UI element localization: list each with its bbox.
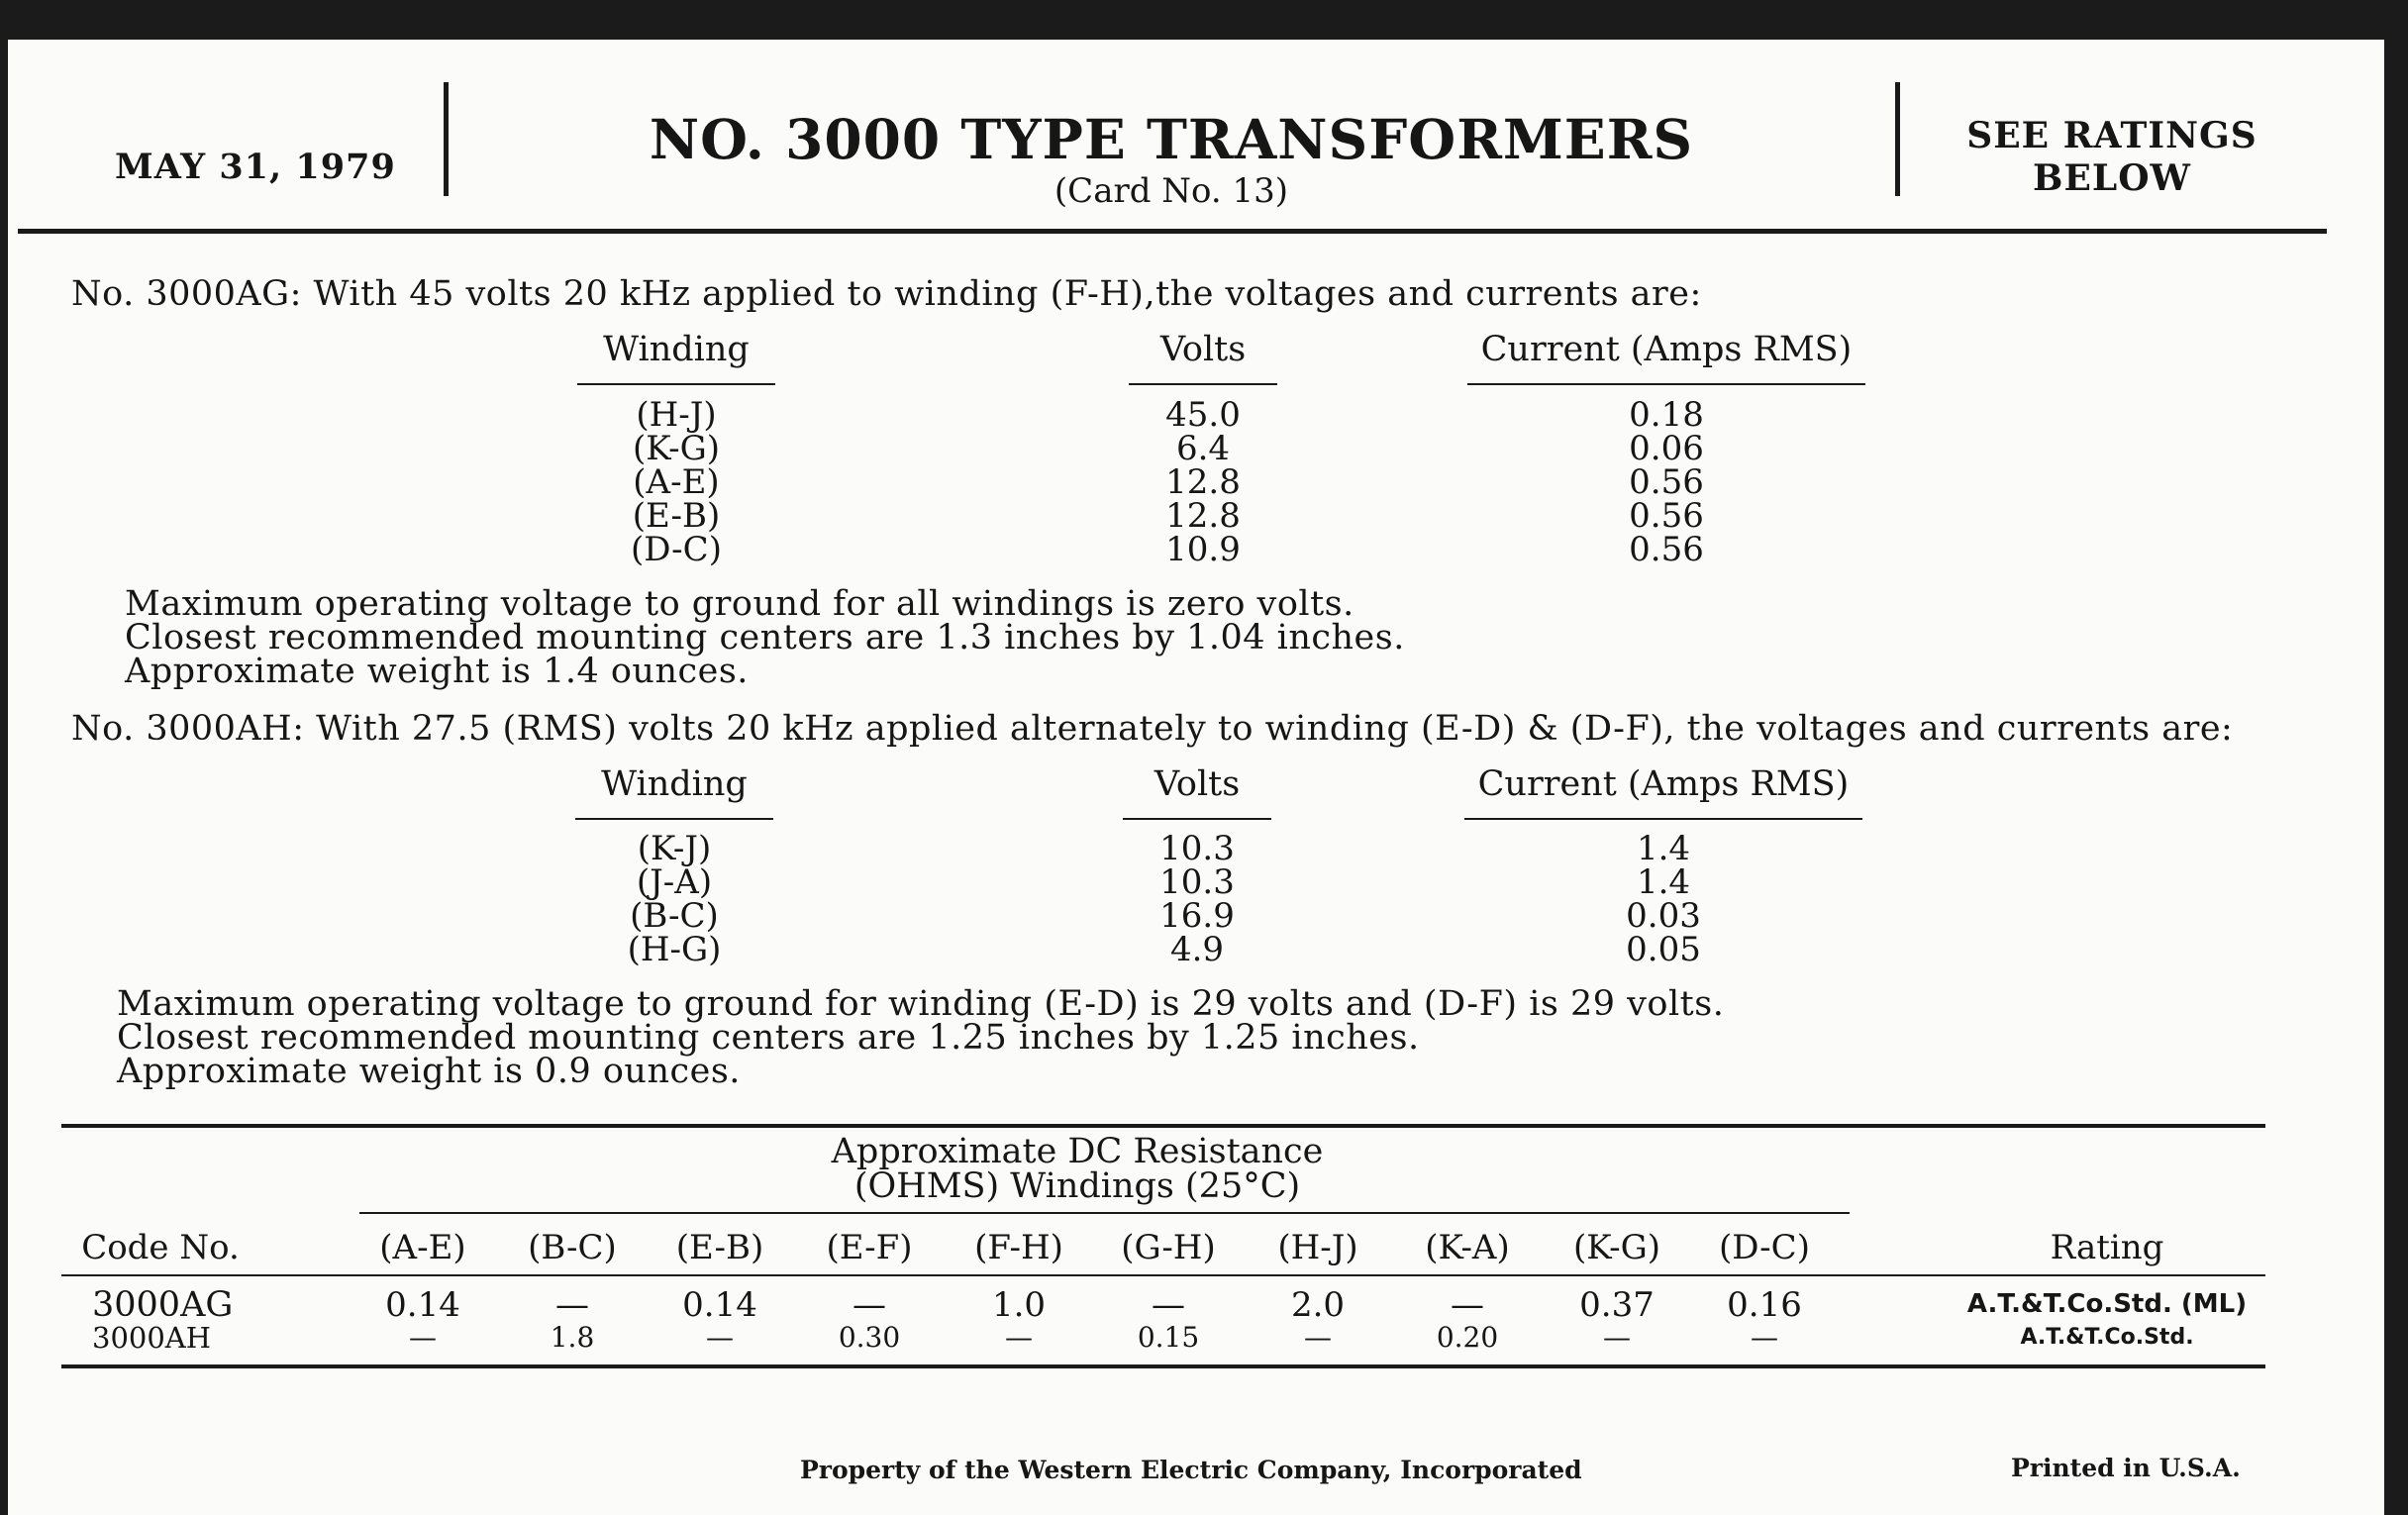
ah-current-cell: 1.4 xyxy=(1636,862,1691,902)
ag-notes xyxy=(125,584,1405,691)
ratings-note-line2: BELOW xyxy=(2033,157,2191,199)
ah-note-voltage: Maximum operating voltage to ground for winding (E-D) is 29 volts and (D-F) is 29 volts. xyxy=(117,984,1725,1024)
resistance-title-line1: Approximate DC Resistance xyxy=(831,1132,1324,1171)
ag-volts-cell: 6.4 xyxy=(1175,429,1231,468)
ah-intro: No. 3000AH: With 27.5 (RMS) volts 20 kHz applied alternately to winding (E-D) & (D-F), the voltages and currents are: xyxy=(71,709,2234,749)
property-notice: Property of the Western Electric Company, Incorporated xyxy=(800,1456,1582,1484)
resistance-value: 0.30 xyxy=(838,1321,901,1354)
resistance-bottom-rule xyxy=(61,1364,2265,1368)
resistance-value: 0.14 xyxy=(385,1285,460,1325)
ag-header-winding-underline xyxy=(577,383,775,385)
resistance-value: — xyxy=(706,1321,734,1354)
ag-winding-cell: (A-E) xyxy=(633,462,720,502)
header-divider-right xyxy=(1895,82,1900,196)
ratings-note xyxy=(1909,115,2315,200)
ag-winding-cell: (K-G) xyxy=(632,429,721,468)
ag-volts-cell: 10.9 xyxy=(1165,530,1241,569)
resistance-value: — xyxy=(1152,1285,1185,1325)
ratings-note-line1: SEE RATINGS xyxy=(1966,115,2258,156)
spec-card xyxy=(8,40,2384,1515)
ah-header-current: Current (Amps RMS) xyxy=(1477,764,1850,804)
ah-winding-cell: (K-J) xyxy=(637,829,712,868)
resistance-value: 0.37 xyxy=(1579,1285,1655,1325)
ag-header-winding: Winding xyxy=(603,330,750,369)
ag-winding-cell: (E-B) xyxy=(632,496,721,536)
ah-winding-column xyxy=(575,829,773,969)
ag-intro: No. 3000AG: With 45 volts 20 kHz applied to winding (F-H),the voltages and currents are: xyxy=(71,274,1702,314)
ah-header-volts: Volts xyxy=(1154,764,1241,804)
resistance-value: 0.14 xyxy=(682,1285,757,1325)
ah-current-cell: 1.4 xyxy=(1636,829,1691,868)
ah-header-current-underline xyxy=(1464,818,1862,820)
ag-note-voltage: Maximum operating voltage to ground for all windings is zero volts. xyxy=(125,584,1354,624)
ag-winding-cell: (D-C) xyxy=(631,530,722,569)
winding-header-e-f: (E-F) xyxy=(826,1228,913,1267)
ah-notes xyxy=(117,984,1725,1091)
ah-header-winding-underline xyxy=(575,818,773,820)
ag-header-current-underline xyxy=(1467,383,1865,385)
resistance-value: — xyxy=(1751,1321,1778,1354)
resistance-title xyxy=(780,1132,1374,1206)
ah-current-column xyxy=(1464,829,1862,969)
winding-header-a-e: (A-E) xyxy=(379,1228,466,1267)
card-title: NO. 3000 TYPE TRANSFORMERS xyxy=(649,107,1694,171)
resistance-header-rule xyxy=(61,1274,2265,1276)
winding-header-h-j: (H-J) xyxy=(1277,1228,1358,1267)
code-3000ag: 3000AG xyxy=(92,1285,234,1325)
ag-volts-column xyxy=(1129,395,1277,569)
printed-in: Printed in U.S.A. xyxy=(2011,1454,2241,1482)
ag-current-column xyxy=(1467,395,1865,569)
ah-header-winding: Winding xyxy=(601,764,748,804)
resistance-value: 2.0 xyxy=(1290,1285,1346,1325)
ag-header-current: Current (Amps RMS) xyxy=(1480,330,1853,369)
ah-note-mounting: Closest recommended mounting centers are 1.25 inches by 1.25 inches. xyxy=(117,1018,1420,1058)
resistance-value: — xyxy=(853,1285,886,1325)
winding-header-d-c: (D-C) xyxy=(1719,1228,1810,1267)
ag-header-volts-underline xyxy=(1129,383,1277,385)
header-divider-left xyxy=(444,82,449,196)
ah-current-cell: 0.05 xyxy=(1626,930,1701,969)
card-number: (Card No. 13) xyxy=(1054,171,1289,211)
code-no-header: Code No. xyxy=(81,1228,240,1267)
ag-winding-column xyxy=(577,395,775,569)
ag-note-mounting: Closest recommended mounting centers are 1.3 inches by 1.04 inches. xyxy=(125,618,1405,657)
ag-volts-cell: 12.8 xyxy=(1165,496,1241,536)
resistance-value: — xyxy=(555,1285,589,1325)
winding-header-k-a: (K-A) xyxy=(1425,1228,1510,1267)
resistance-value: 0.16 xyxy=(1727,1285,1802,1325)
rating-3000ah: A.T.&T.Co.Std. xyxy=(2020,1325,2194,1350)
ag-winding-cell: (H-J) xyxy=(636,395,717,435)
resistance-value: 0.15 xyxy=(1137,1321,1200,1354)
ah-note-weight: Approximate weight is 0.9 ounces. xyxy=(117,1052,741,1091)
ah-header-volts-underline xyxy=(1123,818,1271,820)
winding-header-g-h: (G-H) xyxy=(1121,1228,1216,1267)
rating-header: Rating xyxy=(2050,1228,2164,1267)
ah-volts-cell: 16.9 xyxy=(1159,896,1235,936)
ag-current-cell: 0.56 xyxy=(1629,530,1704,569)
ah-volts-column xyxy=(1123,829,1271,969)
ag-current-cell: 0.06 xyxy=(1629,429,1704,468)
resistance-top-rule xyxy=(61,1124,2265,1128)
ag-header-volts: Volts xyxy=(1159,330,1247,369)
resistance-value: 1.8 xyxy=(550,1321,595,1354)
code-3000ah: 3000AH xyxy=(92,1321,212,1355)
winding-header-f-h: (F-H) xyxy=(974,1228,1063,1267)
ag-note-weight: Approximate weight is 1.4 ounces. xyxy=(125,652,749,691)
rating-3000ag: A.T.&T.Co.Std. (ML) xyxy=(1966,1289,2248,1319)
ah-volts-cell: 10.3 xyxy=(1159,829,1235,868)
ah-volts-cell: 4.9 xyxy=(1169,930,1225,969)
winding-header-e-b: (E-B) xyxy=(675,1228,764,1267)
resistance-value: — xyxy=(1451,1285,1484,1325)
resistance-title-underline xyxy=(359,1212,1850,1214)
resistance-value: — xyxy=(1005,1321,1033,1354)
ag-volts-cell: 45.0 xyxy=(1165,395,1241,435)
ah-winding-cell: (H-G) xyxy=(627,930,722,969)
ag-current-cell: 0.56 xyxy=(1629,462,1704,502)
resistance-value: 0.20 xyxy=(1436,1321,1499,1354)
header-rule xyxy=(18,229,2327,234)
resistance-value: — xyxy=(1304,1321,1332,1354)
ag-current-cell: 0.18 xyxy=(1629,395,1704,435)
resistance-title-line2: (OHMS) Windings (25°C) xyxy=(853,1166,1301,1206)
ag-volts-cell: 12.8 xyxy=(1165,462,1241,502)
ah-current-cell: 0.03 xyxy=(1626,896,1701,936)
winding-header-b-c: (B-C) xyxy=(528,1228,617,1267)
ah-winding-cell: (J-A) xyxy=(636,862,713,902)
ag-current-cell: 0.56 xyxy=(1629,496,1704,536)
resistance-value: — xyxy=(409,1321,437,1354)
resistance-value: — xyxy=(1603,1321,1631,1354)
winding-header-k-g: (K-G) xyxy=(1572,1228,1661,1267)
ah-volts-cell: 10.3 xyxy=(1159,862,1235,902)
card-date: MAY 31, 1979 xyxy=(115,147,396,187)
resistance-value: 1.0 xyxy=(991,1285,1047,1325)
ah-winding-cell: (B-C) xyxy=(630,896,719,936)
